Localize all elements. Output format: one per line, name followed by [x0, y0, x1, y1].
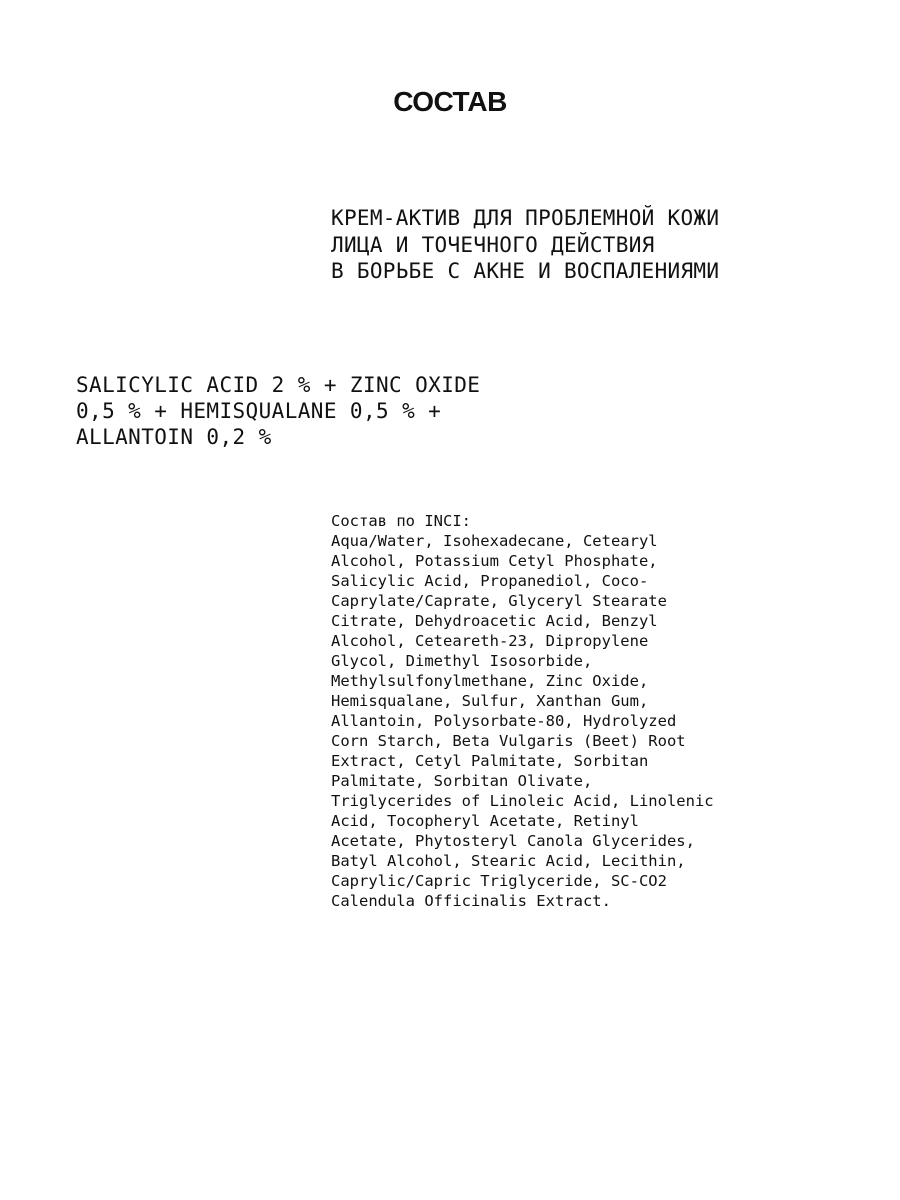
active-ingredients-line: SALICYLIC ACID 2 % + ZINC OXIDE	[76, 373, 481, 397]
inci-line: Methylsulfonylmethane, Zinc Oxide,	[331, 672, 649, 690]
active-ingredients-line: ALLANTOIN 0,2 %	[76, 425, 272, 449]
inci-line: Glycol, Dimethyl Isosorbide,	[331, 652, 593, 670]
inci-line: Acid, Tocopheryl Acetate, Retinyl	[331, 812, 639, 830]
inci-line: Caprylic/Capric Triglyceride, SC-CO2	[331, 872, 667, 890]
inci-line: Acetate, Phytosteryl Canola Glycerides,	[331, 832, 695, 850]
active-ingredients-line: 0,5 % + HEMISQUALANE 0,5 % +	[76, 399, 442, 423]
inci-composition	[331, 511, 891, 911]
inci-line: Citrate, Dehydroacetic Acid, Benzyl	[331, 612, 658, 630]
product-description-line: В БОРЬБЕ С АКНЕ И ВОСПАЛЕНИЯМИ	[331, 259, 720, 283]
inci-line: Corn Starch, Beta Vulgaris (Beet) Root	[331, 732, 686, 750]
inci-line: Hemisqualane, Sulfur, Xanthan Gum,	[331, 692, 649, 710]
active-ingredients	[76, 372, 636, 450]
inci-line: Extract, Cetyl Palmitate, Sorbitan	[331, 752, 649, 770]
inci-line: Alcohol, Ceteareth-23, Dipropylene	[331, 632, 649, 650]
inci-line: Aqua/Water, Isohexadecane, Cetearyl	[331, 532, 658, 550]
page-title: СОСТАВ	[393, 86, 507, 117]
inci-line: Caprylate/Caprate, Glyceryl Stearate	[331, 592, 667, 610]
inci-line: Batyl Alcohol, Stearic Acid, Lecithin,	[331, 852, 686, 870]
inci-line: Salicylic Acid, Propanediol, Coco-	[331, 572, 649, 590]
inci-line: Triglycerides of Linoleic Acid, Linolenic	[331, 792, 714, 810]
inci-line: Alcohol, Potassium Cetyl Phosphate,	[331, 552, 658, 570]
product-description	[331, 205, 891, 285]
inci-line: Allantoin, Polysorbate-80, Hydrolyzed	[331, 712, 677, 730]
product-description-line: ЛИЦА И ТОЧЕЧНОГО ДЕЙСТВИЯ	[331, 232, 655, 257]
inci-heading: Состав по INCI:	[331, 512, 471, 530]
inci-line: Palmitate, Sorbitan Olivate,	[331, 772, 593, 790]
inci-line: Calendula Officinalis Extract.	[331, 892, 611, 910]
product-description-line: КРЕМ-АКТИВ ДЛЯ ПРОБЛЕМНОЙ КОЖИ	[331, 206, 720, 230]
